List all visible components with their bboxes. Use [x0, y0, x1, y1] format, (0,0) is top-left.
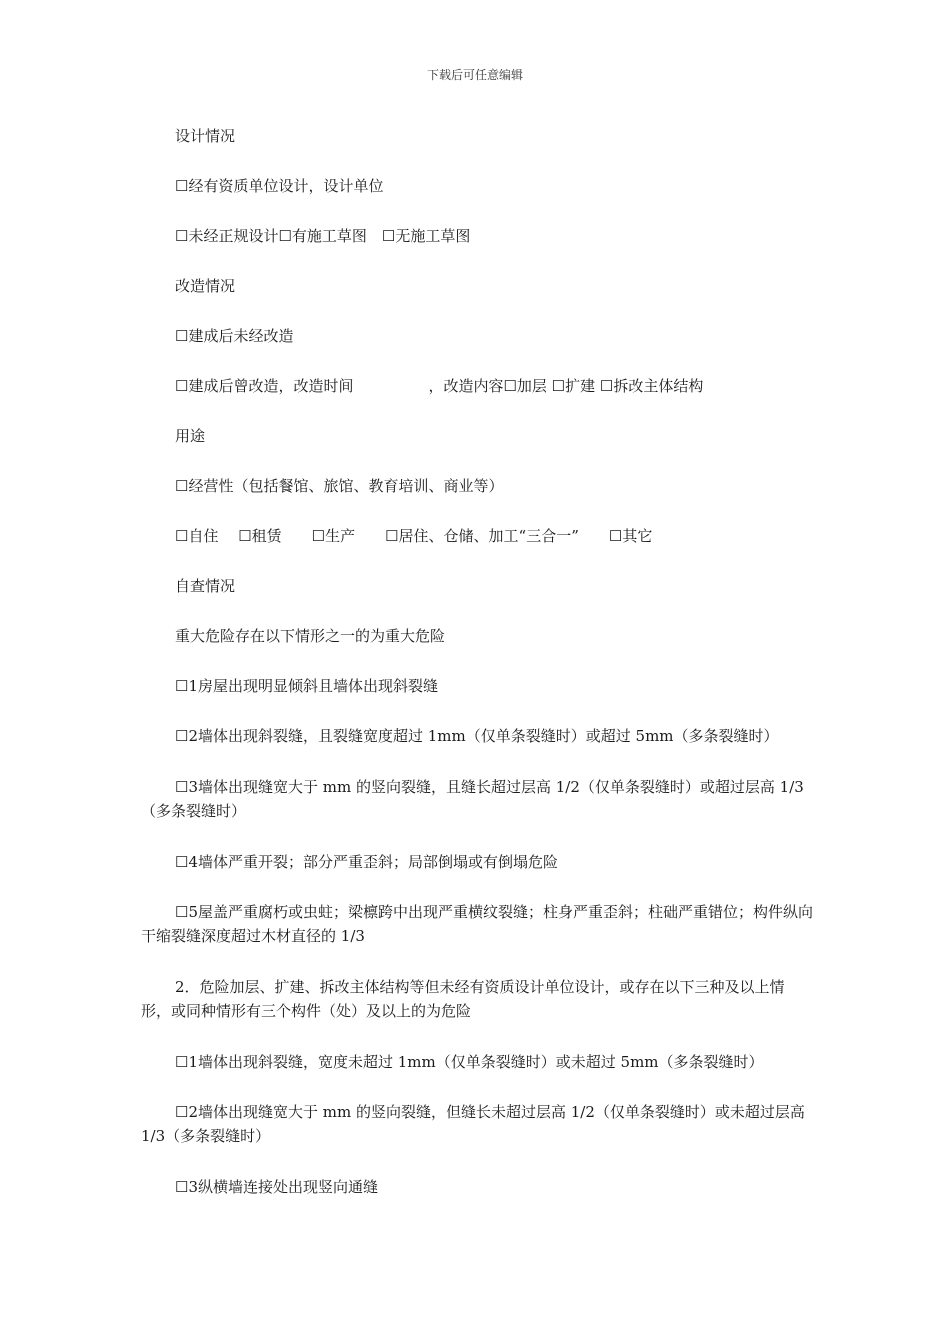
- section-heading-renovation: 改造情况: [175, 277, 236, 295]
- checkbox-line-usage-types: ☐自住 ☐租赁 ☐生产 ☐居住、仓储、加工“三合一” ☐其它: [175, 527, 653, 545]
- major-danger-intro: 重大危险存在以下情形之一的为重大危险: [175, 627, 446, 645]
- section-heading-design: 设计情况: [175, 127, 236, 145]
- checkbox-line-no-renovation: ☐建成后未经改造: [175, 327, 294, 345]
- checkbox-line-unregulated-design: ☐未经正规设计☐有施工草图 ☐无施工草图: [175, 227, 471, 245]
- document-body: [141, 124, 813, 1225]
- danger-intro: 2．危险加层、扩建、拆改主体结构等但未经有资质设计单位设计，或存在以下三种及以上情形，或同种情形有三个构件（处）及以上的为危险: [141, 978, 785, 1020]
- major-danger-item-4: ☐4墙体严重开裂；部分严重歪斜；局部倒塌或有倒塌危险: [175, 853, 558, 871]
- danger-item-3: ☐3纵横墙连接处出现竖向通缝: [175, 1178, 378, 1196]
- checkbox-line-renovated: ☐建成后曾改造，改造时间 ，改造内容☐加层 ☐扩建 ☐拆改主体结构: [175, 377, 704, 395]
- checkbox-line-qualified-design: ☐经有资质单位设计，设计单位: [175, 177, 384, 195]
- checkbox-line-commercial: ☐经营性（包括餐馆、旅馆、教育培训、商业等）: [175, 477, 504, 495]
- major-danger-item-3: ☐3墙体出现缝宽大于 mm 的竖向裂缝，且缝长超过层高 1/2（仅单条裂缝时）或超过层高 1/3（多条裂缝时）: [141, 778, 804, 820]
- danger-item-2: ☐2墙体出现缝宽大于 mm 的竖向裂缝，但缝长未超过层高 1/2（仅单条裂缝时）或未超过层高 1/3（多条裂缝时）: [141, 1103, 810, 1145]
- major-danger-item-5: ☐5屋盖严重腐朽或虫蛀；梁檩跨中出现严重横纹裂缝；柱身严重歪斜；柱础严重错位；构件纵向干缩裂缝深度超过木材直径的 1/3: [141, 903, 813, 945]
- danger-item-1: ☐1墙体出现斜裂缝，宽度未超过 1mm（仅单条裂缝时）或未超过 5mm（多条裂缝时）: [175, 1053, 764, 1071]
- major-danger-item-1: ☐1房屋出现明显倾斜且墙体出现斜裂缝: [175, 677, 438, 695]
- section-heading-usage: 用途: [175, 427, 206, 445]
- major-danger-item-2: ☐2墙体出现斜裂缝，且裂缝宽度超过 1mm（仅单条裂缝时）或超过 5mm（多条裂缝时）: [175, 727, 779, 745]
- page-header: 下载后可任意编辑: [426, 68, 523, 82]
- section-heading-self-check: 自查情况: [175, 577, 236, 595]
